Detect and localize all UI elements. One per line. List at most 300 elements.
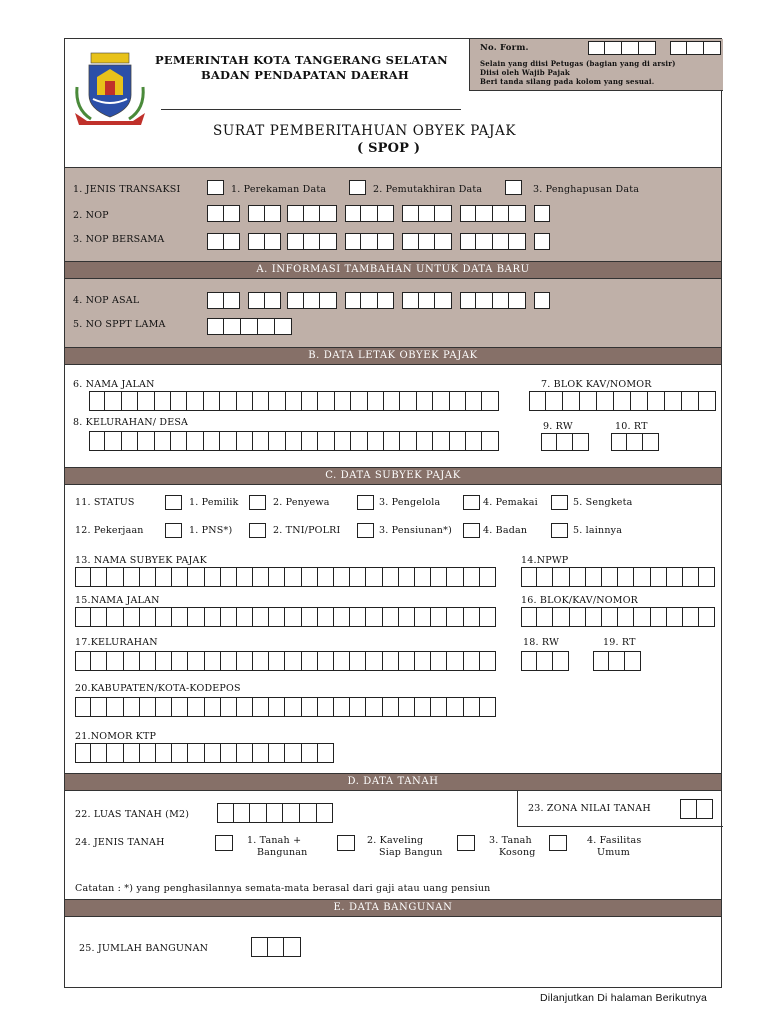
input-cell[interactable] bbox=[220, 391, 236, 411]
input-cell[interactable] bbox=[205, 567, 221, 587]
input-cell[interactable] bbox=[217, 803, 234, 823]
luas-tanah-boxes[interactable] bbox=[217, 803, 333, 823]
nop-cell[interactable] bbox=[287, 205, 304, 222]
nama-subyek-boxes[interactable] bbox=[75, 567, 496, 587]
input-cell[interactable] bbox=[667, 607, 683, 627]
input-cell[interactable] bbox=[286, 431, 302, 451]
input-cell[interactable] bbox=[611, 433, 627, 451]
input-cell[interactable] bbox=[107, 743, 123, 763]
nop-cell[interactable] bbox=[534, 233, 551, 250]
input-cell[interactable] bbox=[433, 391, 449, 411]
input-cell[interactable] bbox=[75, 607, 91, 627]
input-cell[interactable] bbox=[75, 697, 91, 717]
input-cell[interactable] bbox=[156, 607, 172, 627]
input-cell[interactable] bbox=[537, 607, 553, 627]
nop-cell[interactable] bbox=[345, 292, 362, 309]
nop-bersama-boxes[interactable] bbox=[207, 233, 556, 250]
input-cell[interactable] bbox=[204, 431, 220, 451]
nop-cell[interactable] bbox=[402, 233, 419, 250]
input-cell[interactable] bbox=[699, 567, 715, 587]
input-cell[interactable] bbox=[447, 607, 463, 627]
nop-cell[interactable] bbox=[435, 205, 452, 222]
nop-cell[interactable] bbox=[493, 205, 510, 222]
nop-cell[interactable] bbox=[493, 292, 510, 309]
input-cell[interactable] bbox=[300, 803, 317, 823]
input-cell[interactable] bbox=[286, 391, 302, 411]
input-cell[interactable] bbox=[156, 567, 172, 587]
input-cell[interactable] bbox=[269, 391, 285, 411]
input-cell[interactable] bbox=[75, 567, 91, 587]
input-cell[interactable] bbox=[205, 743, 221, 763]
input-cell[interactable] bbox=[318, 743, 334, 763]
input-cell[interactable] bbox=[105, 391, 121, 411]
input-cell[interactable] bbox=[318, 607, 334, 627]
input-cell[interactable] bbox=[447, 567, 463, 587]
input-cell[interactable] bbox=[699, 391, 716, 411]
nop-cell[interactable] bbox=[207, 292, 224, 309]
input-cell[interactable] bbox=[107, 651, 123, 671]
input-cell[interactable] bbox=[597, 391, 614, 411]
input-cell[interactable] bbox=[317, 803, 334, 823]
input-cell[interactable] bbox=[480, 567, 496, 587]
nop-cell[interactable] bbox=[402, 205, 419, 222]
input-cell[interactable] bbox=[529, 391, 546, 411]
input-cell[interactable] bbox=[140, 651, 156, 671]
input-cell[interactable] bbox=[450, 391, 466, 411]
input-cell[interactable] bbox=[383, 567, 399, 587]
input-cell[interactable] bbox=[466, 391, 482, 411]
input-cell[interactable] bbox=[253, 651, 269, 671]
input-cell[interactable] bbox=[521, 607, 537, 627]
rw-boxes[interactable] bbox=[541, 433, 589, 451]
input-cell[interactable] bbox=[172, 743, 188, 763]
input-cell[interactable] bbox=[464, 697, 480, 717]
input-cell[interactable] bbox=[156, 743, 172, 763]
input-cell[interactable] bbox=[91, 607, 107, 627]
input-cell[interactable] bbox=[204, 391, 220, 411]
checkbox-jenis-3[interactable] bbox=[457, 835, 475, 851]
input-cell[interactable] bbox=[415, 651, 431, 671]
input-cell[interactable] bbox=[138, 431, 154, 451]
nop-cell[interactable] bbox=[265, 205, 282, 222]
input-cell[interactable] bbox=[537, 567, 553, 587]
nop-cell[interactable] bbox=[224, 233, 241, 250]
input-cell[interactable] bbox=[221, 743, 237, 763]
input-cell[interactable] bbox=[464, 567, 480, 587]
input-cell[interactable] bbox=[171, 431, 187, 451]
input-cell[interactable] bbox=[237, 651, 253, 671]
input-cell[interactable] bbox=[285, 697, 301, 717]
input-cell[interactable] bbox=[172, 697, 188, 717]
input-cell[interactable] bbox=[253, 391, 269, 411]
input-cell[interactable] bbox=[91, 651, 107, 671]
nop-cell[interactable] bbox=[345, 233, 362, 250]
no-sppt-boxes[interactable] bbox=[207, 318, 292, 335]
nop-cell[interactable] bbox=[361, 233, 378, 250]
input-cell[interactable] bbox=[351, 391, 367, 411]
input-cell[interactable] bbox=[537, 651, 553, 671]
input-cell[interactable] bbox=[221, 651, 237, 671]
nop-asal-boxes[interactable] bbox=[207, 292, 556, 309]
input-cell[interactable] bbox=[188, 697, 204, 717]
input-cell[interactable] bbox=[368, 431, 384, 451]
input-cell[interactable] bbox=[417, 391, 433, 411]
nop-boxes[interactable] bbox=[207, 205, 556, 222]
nop-cell[interactable] bbox=[320, 205, 337, 222]
input-cell[interactable] bbox=[480, 697, 496, 717]
input-cell[interactable] bbox=[521, 567, 537, 587]
input-cell[interactable] bbox=[205, 607, 221, 627]
input-cell[interactable] bbox=[683, 567, 699, 587]
subyek-nama-jalan-boxes[interactable] bbox=[75, 607, 496, 627]
subyek-rt-boxes[interactable] bbox=[593, 651, 641, 671]
input-cell[interactable] bbox=[399, 651, 415, 671]
input-cell[interactable] bbox=[302, 651, 318, 671]
input-cell[interactable] bbox=[318, 651, 334, 671]
input-cell[interactable] bbox=[383, 651, 399, 671]
input-cell[interactable] bbox=[586, 607, 602, 627]
input-cell[interactable] bbox=[122, 391, 138, 411]
input-cell[interactable] bbox=[447, 697, 463, 717]
nop-cell[interactable] bbox=[304, 292, 321, 309]
input-cell[interactable] bbox=[124, 651, 140, 671]
nop-cell[interactable] bbox=[435, 233, 452, 250]
nop-cell[interactable] bbox=[419, 205, 436, 222]
input-cell[interactable] bbox=[557, 433, 573, 451]
input-cell[interactable] bbox=[187, 391, 203, 411]
checkbox-jenis-4[interactable] bbox=[549, 835, 567, 851]
input-cell[interactable] bbox=[651, 567, 667, 587]
kelurahan-desa-boxes[interactable] bbox=[89, 431, 499, 451]
input-cell[interactable] bbox=[634, 607, 650, 627]
input-cell[interactable] bbox=[350, 651, 366, 671]
checkbox-status-5[interactable] bbox=[551, 495, 568, 510]
input-cell[interactable] bbox=[683, 607, 699, 627]
input-cell[interactable] bbox=[237, 431, 253, 451]
nop-cell[interactable] bbox=[304, 205, 321, 222]
nop-cell[interactable] bbox=[265, 233, 282, 250]
checkbox-pemutakhiran[interactable] bbox=[349, 180, 366, 195]
input-cell[interactable] bbox=[318, 391, 334, 411]
input-cell[interactable] bbox=[237, 697, 253, 717]
form-no-boxes-1[interactable] bbox=[588, 41, 656, 55]
input-cell[interactable] bbox=[253, 607, 269, 627]
input-cell[interactable] bbox=[431, 697, 447, 717]
input-cell[interactable] bbox=[318, 697, 334, 717]
input-cell[interactable] bbox=[205, 651, 221, 671]
input-cell[interactable] bbox=[172, 651, 188, 671]
nop-cell[interactable] bbox=[207, 233, 224, 250]
input-cell[interactable] bbox=[631, 391, 648, 411]
nop-cell[interactable] bbox=[419, 233, 436, 250]
input-cell[interactable] bbox=[464, 651, 480, 671]
nop-cell[interactable] bbox=[361, 292, 378, 309]
input-cell[interactable] bbox=[285, 567, 301, 587]
subyek-blok-boxes[interactable] bbox=[521, 607, 715, 627]
checkbox-penghapusan[interactable] bbox=[505, 180, 522, 195]
nop-cell[interactable] bbox=[476, 205, 493, 222]
input-cell[interactable] bbox=[75, 651, 91, 671]
input-cell[interactable] bbox=[237, 743, 253, 763]
input-cell[interactable] bbox=[546, 391, 563, 411]
nop-cell[interactable] bbox=[435, 292, 452, 309]
nop-cell[interactable] bbox=[419, 292, 436, 309]
input-cell[interactable] bbox=[285, 607, 301, 627]
input-cell[interactable] bbox=[318, 567, 334, 587]
nop-cell[interactable] bbox=[304, 233, 321, 250]
input-cell[interactable] bbox=[140, 607, 156, 627]
input-cell[interactable] bbox=[91, 567, 107, 587]
checkbox-status-2[interactable] bbox=[249, 495, 266, 510]
input-cell[interactable] bbox=[415, 607, 431, 627]
input-cell[interactable] bbox=[384, 431, 400, 451]
input-cell[interactable] bbox=[221, 697, 237, 717]
input-cell[interactable] bbox=[269, 607, 285, 627]
input-cell[interactable] bbox=[682, 391, 699, 411]
nama-jalan-boxes[interactable] bbox=[89, 391, 499, 411]
input-cell[interactable] bbox=[627, 433, 643, 451]
input-cell[interactable] bbox=[466, 431, 482, 451]
input-cell[interactable] bbox=[237, 391, 253, 411]
input-cell[interactable] bbox=[188, 743, 204, 763]
input-cell[interactable] bbox=[602, 607, 618, 627]
input-cell[interactable] bbox=[366, 607, 382, 627]
nop-cell[interactable] bbox=[460, 205, 477, 222]
checkbox-status-3[interactable] bbox=[357, 495, 374, 510]
input-cell[interactable] bbox=[573, 433, 589, 451]
input-cell[interactable] bbox=[269, 567, 285, 587]
input-cell[interactable] bbox=[521, 651, 537, 671]
input-cell[interactable] bbox=[433, 431, 449, 451]
input-cell[interactable] bbox=[643, 433, 659, 451]
input-cell[interactable] bbox=[415, 567, 431, 587]
input-cell[interactable] bbox=[122, 431, 138, 451]
checkbox-jenis-1[interactable] bbox=[215, 835, 233, 851]
nop-cell[interactable] bbox=[361, 205, 378, 222]
nop-cell[interactable] bbox=[345, 205, 362, 222]
input-cell[interactable] bbox=[541, 433, 557, 451]
input-cell[interactable] bbox=[366, 567, 382, 587]
input-cell[interactable] bbox=[251, 937, 268, 957]
nop-cell[interactable] bbox=[476, 292, 493, 309]
input-cell[interactable] bbox=[284, 937, 301, 957]
input-cell[interactable] bbox=[609, 651, 625, 671]
nop-cell[interactable] bbox=[534, 205, 551, 222]
input-cell[interactable] bbox=[140, 743, 156, 763]
input-cell[interactable] bbox=[140, 697, 156, 717]
nop-cell[interactable] bbox=[265, 292, 282, 309]
input-cell[interactable] bbox=[680, 799, 697, 819]
input-cell[interactable] bbox=[334, 697, 350, 717]
input-cell[interactable] bbox=[570, 607, 586, 627]
input-cell[interactable] bbox=[415, 697, 431, 717]
input-cell[interactable] bbox=[187, 431, 203, 451]
input-cell[interactable] bbox=[447, 651, 463, 671]
input-cell[interactable] bbox=[699, 607, 715, 627]
input-cell[interactable] bbox=[138, 391, 154, 411]
nop-cell[interactable] bbox=[224, 292, 241, 309]
input-cell[interactable] bbox=[480, 607, 496, 627]
input-cell[interactable] bbox=[269, 697, 285, 717]
input-cell[interactable] bbox=[302, 697, 318, 717]
input-cell[interactable] bbox=[205, 697, 221, 717]
rt-boxes[interactable] bbox=[611, 433, 659, 451]
input-cell[interactable] bbox=[350, 607, 366, 627]
input-cell[interactable] bbox=[399, 567, 415, 587]
ktp-boxes[interactable] bbox=[75, 743, 334, 763]
nop-cell[interactable] bbox=[248, 233, 265, 250]
input-cell[interactable] bbox=[285, 651, 301, 671]
input-cell[interactable] bbox=[156, 697, 172, 717]
input-cell[interactable] bbox=[302, 391, 318, 411]
input-cell[interactable] bbox=[431, 567, 447, 587]
checkbox-jenis-2[interactable] bbox=[337, 835, 355, 851]
input-cell[interactable] bbox=[667, 567, 683, 587]
input-cell[interactable] bbox=[368, 391, 384, 411]
input-cell[interactable] bbox=[250, 803, 267, 823]
checkbox-pekerjaan-2[interactable] bbox=[249, 523, 266, 538]
input-cell[interactable] bbox=[253, 743, 269, 763]
input-cell[interactable] bbox=[335, 431, 351, 451]
input-cell[interactable] bbox=[586, 567, 602, 587]
input-cell[interactable] bbox=[634, 567, 650, 587]
input-cell[interactable] bbox=[220, 431, 236, 451]
nop-cell[interactable] bbox=[460, 233, 477, 250]
nop-cell[interactable] bbox=[534, 292, 551, 309]
input-cell[interactable] bbox=[302, 431, 318, 451]
input-cell[interactable] bbox=[334, 651, 350, 671]
jumlah-bangunan-boxes[interactable] bbox=[251, 937, 301, 957]
nop-cell[interactable] bbox=[248, 292, 265, 309]
nop-cell[interactable] bbox=[287, 233, 304, 250]
input-cell[interactable] bbox=[234, 803, 251, 823]
input-cell[interactable] bbox=[107, 607, 123, 627]
input-cell[interactable] bbox=[350, 697, 366, 717]
nop-cell[interactable] bbox=[378, 205, 395, 222]
input-cell[interactable] bbox=[171, 391, 187, 411]
input-cell[interactable] bbox=[383, 607, 399, 627]
input-cell[interactable] bbox=[318, 431, 334, 451]
input-cell[interactable] bbox=[553, 607, 569, 627]
input-cell[interactable] bbox=[302, 567, 318, 587]
input-cell[interactable] bbox=[665, 391, 682, 411]
blok-kav-boxes[interactable] bbox=[529, 391, 716, 411]
input-cell[interactable] bbox=[400, 431, 416, 451]
input-cell[interactable] bbox=[431, 651, 447, 671]
input-cell[interactable] bbox=[625, 651, 641, 671]
input-cell[interactable] bbox=[91, 697, 107, 717]
input-cell[interactable] bbox=[350, 567, 366, 587]
input-cell[interactable] bbox=[107, 567, 123, 587]
input-cell[interactable] bbox=[480, 651, 496, 671]
input-cell[interactable] bbox=[334, 567, 350, 587]
checkbox-pekerjaan-3[interactable] bbox=[357, 523, 374, 538]
zona-boxes[interactable] bbox=[680, 799, 713, 819]
input-cell[interactable] bbox=[553, 567, 569, 587]
input-cell[interactable] bbox=[651, 607, 667, 627]
checkbox-pekerjaan-5[interactable] bbox=[551, 523, 568, 538]
input-cell[interactable] bbox=[450, 431, 466, 451]
input-cell[interactable] bbox=[618, 607, 634, 627]
input-cell[interactable] bbox=[253, 567, 269, 587]
input-cell[interactable] bbox=[614, 391, 631, 411]
input-cell[interactable] bbox=[482, 391, 498, 411]
input-cell[interactable] bbox=[464, 607, 480, 627]
input-cell[interactable] bbox=[366, 651, 382, 671]
input-cell[interactable] bbox=[593, 651, 609, 671]
input-cell[interactable] bbox=[89, 391, 105, 411]
input-cell[interactable] bbox=[155, 391, 171, 411]
input-cell[interactable] bbox=[107, 697, 123, 717]
nop-cell[interactable] bbox=[378, 233, 395, 250]
nop-cell[interactable] bbox=[509, 292, 526, 309]
input-cell[interactable] bbox=[269, 743, 285, 763]
input-cell[interactable] bbox=[269, 431, 285, 451]
input-cell[interactable] bbox=[302, 743, 318, 763]
input-cell[interactable] bbox=[267, 803, 284, 823]
nop-cell[interactable] bbox=[224, 205, 241, 222]
nop-cell[interactable] bbox=[320, 233, 337, 250]
input-cell[interactable] bbox=[89, 431, 105, 451]
input-cell[interactable] bbox=[399, 697, 415, 717]
input-cell[interactable] bbox=[563, 391, 580, 411]
input-cell[interactable] bbox=[221, 607, 237, 627]
input-cell[interactable] bbox=[155, 431, 171, 451]
input-cell[interactable] bbox=[431, 607, 447, 627]
checkbox-perekaman[interactable] bbox=[207, 180, 224, 195]
input-cell[interactable] bbox=[383, 697, 399, 717]
nop-cell[interactable] bbox=[493, 233, 510, 250]
input-cell[interactable] bbox=[399, 607, 415, 627]
input-cell[interactable] bbox=[188, 651, 204, 671]
subyek-kelurahan-boxes[interactable] bbox=[75, 651, 496, 671]
checkbox-status-4[interactable] bbox=[463, 495, 480, 510]
input-cell[interactable] bbox=[188, 607, 204, 627]
input-cell[interactable] bbox=[140, 567, 156, 587]
input-cell[interactable] bbox=[384, 391, 400, 411]
nop-cell[interactable] bbox=[287, 292, 304, 309]
input-cell[interactable] bbox=[351, 431, 367, 451]
input-cell[interactable] bbox=[570, 567, 586, 587]
kabupaten-boxes[interactable] bbox=[75, 697, 496, 717]
input-cell[interactable] bbox=[335, 391, 351, 411]
nop-cell[interactable] bbox=[402, 292, 419, 309]
input-cell[interactable] bbox=[237, 567, 253, 587]
input-cell[interactable] bbox=[602, 567, 618, 587]
input-cell[interactable] bbox=[285, 743, 301, 763]
input-cell[interactable] bbox=[156, 651, 172, 671]
nop-cell[interactable] bbox=[207, 205, 224, 222]
form-no-boxes-2[interactable] bbox=[670, 41, 721, 55]
input-cell[interactable] bbox=[697, 799, 714, 819]
input-cell[interactable] bbox=[124, 567, 140, 587]
nop-cell[interactable] bbox=[248, 205, 265, 222]
input-cell[interactable] bbox=[648, 391, 665, 411]
checkbox-pekerjaan-1[interactable] bbox=[165, 523, 182, 538]
input-cell[interactable] bbox=[172, 607, 188, 627]
input-cell[interactable] bbox=[269, 651, 285, 671]
input-cell[interactable] bbox=[75, 743, 91, 763]
input-cell[interactable] bbox=[172, 567, 188, 587]
nop-cell[interactable] bbox=[320, 292, 337, 309]
input-cell[interactable] bbox=[91, 743, 107, 763]
input-cell[interactable] bbox=[400, 391, 416, 411]
subyek-rw-boxes[interactable] bbox=[521, 651, 569, 671]
npwp-boxes[interactable] bbox=[521, 567, 715, 587]
input-cell[interactable] bbox=[618, 567, 634, 587]
input-cell[interactable] bbox=[283, 803, 300, 823]
input-cell[interactable] bbox=[124, 743, 140, 763]
